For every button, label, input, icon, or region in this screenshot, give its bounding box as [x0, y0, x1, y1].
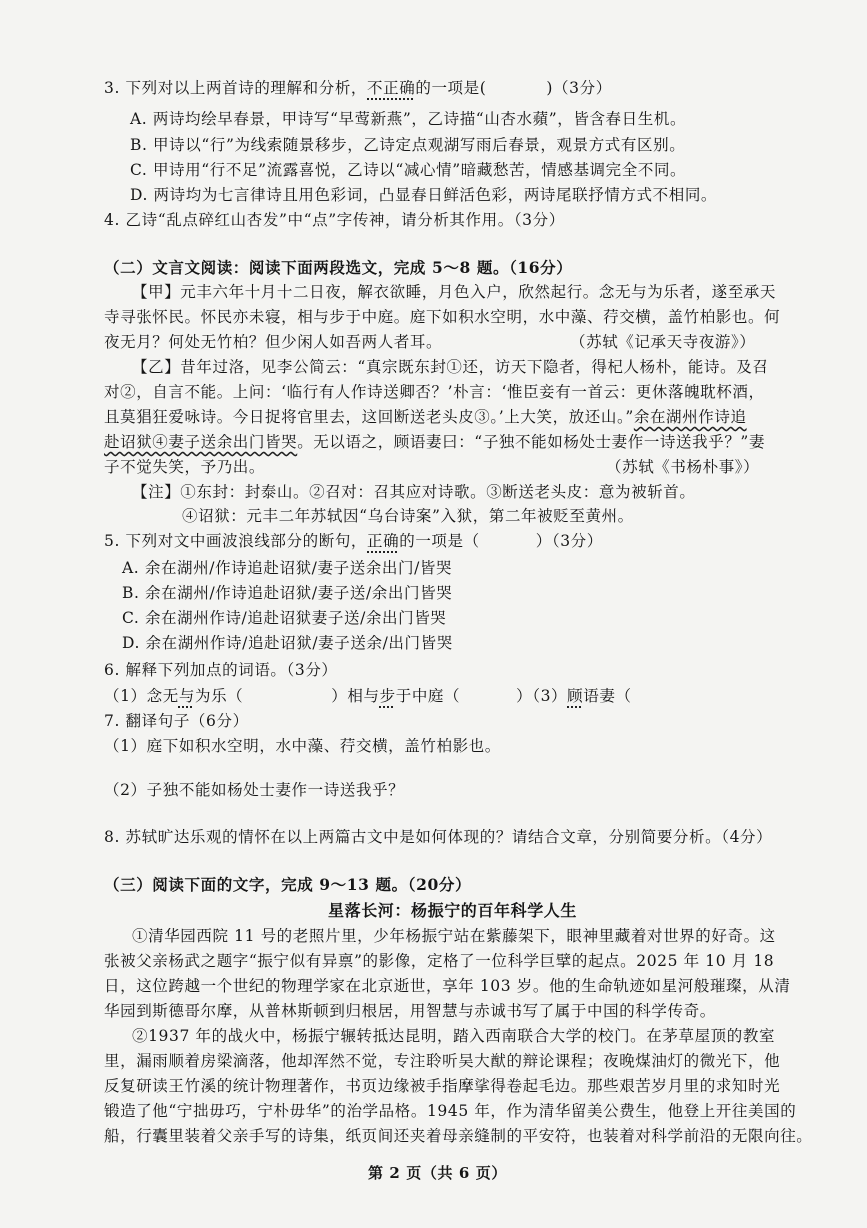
q3-stem: [104, 77, 612, 99]
article-p1-line-3: 日，这位跨越一个世纪的物理学家在北京逝世，享年 103 岁。他的生命轨迹如星河般璀璨，从清: [104, 977, 791, 995]
yi-line-1: 【乙】昔年过洛，见李公简云：“真宗既东封①还，访天下隐者，得杞人杨朴，能诗。及召: [132, 358, 769, 376]
jia-source: （苏轼《记承天寺夜游》）: [570, 333, 756, 351]
q5-stem: [104, 530, 603, 552]
note-line-1: 【注】①东封：封泰山。②召对：召其应对诗歌。③断送老头皮：意为被斩首。: [132, 483, 696, 501]
q7-sentence-2: （2）子独不能如杨处士妻作一诗送我乎？: [104, 781, 405, 799]
yi-line-2: 对②，自言不能。上问：‘临行有人作诗送卿否？’朴言：‘惟臣妾有一首云：更休落魄耽杯酒，: [104, 383, 765, 401]
q6-item1-text: （1）念无: [104, 687, 179, 705]
q6-items: [104, 685, 632, 707]
q3-stem-score: )（3分）: [546, 79, 612, 97]
article-p1-line-2: 张被父亲杨武之题字“振宁似有异禀”的影像，定格了一位科学巨擘的起点。2025 年 10 月 18: [104, 952, 775, 970]
q7-stem: 7. 翻译句子（6分）: [104, 712, 249, 730]
yi-wavy-segment-1: 余在湖州作诗追: [633, 408, 747, 426]
yi-wavy-segment-2: 赴诏狱④妻子送余出门皆哭: [104, 433, 298, 451]
yi-line-3-text: 且莫猖狂爱咏诗。今日捉将官里去，这回断送老头皮③。’上大笑，放还山。”: [104, 408, 634, 426]
q3-option-b: B. 甲诗以“行”为线索随景移步，乙诗定点观湖写雨后春景，观景方式有区别。: [130, 136, 686, 154]
q5-option-c: C. 余在湖州作诗/追赴诏狱妻子送/余出门皆哭: [122, 609, 447, 627]
yi-line-4: [104, 431, 765, 453]
section2-heading: （二）文言文阅读：阅读下面两段选文，完成 5～8 题。（16分）: [104, 258, 573, 277]
article-p1-line-4: 华园到斯德哥尔摩，从普林斯顿到归根居，用智慧与赤诚书写了属于中国的科学传奇。: [104, 1002, 716, 1020]
q6-item2-text-2: 于中庭（: [395, 687, 461, 705]
yi-source: （苏轼《书杨朴事》）: [606, 458, 760, 476]
q4-stem: 4. 乙诗“乱点碎红山杏发”中“点”字传神，请分析其作用。（3分）: [104, 211, 565, 229]
q7-sentence-1: （1）庭下如积水空明，水中藻、荇交横，盖竹柏影也。: [104, 737, 501, 755]
article-p2-line-2: 里，漏雨顺着房梁滴落，他却浑然不觉，专注聆听吴大猷的辩论课程；夜晚煤油灯的微光下，他: [104, 1052, 781, 1070]
yi-line-3: [104, 406, 747, 428]
jia-line-1: 【甲】元丰六年十月十二日夜，解衣欲睡，月色入户，欣然起行。念无与为乐者，遂至承天: [132, 283, 777, 301]
page-number-footer: 第 2 页（共 6 页）: [368, 1164, 507, 1182]
section3-heading: （三）阅读下面的文字，完成 9～13 题。（20分）: [104, 875, 472, 894]
q6-item1-dotted-word: 与: [178, 687, 195, 705]
q3-option-c: C. 甲诗用“行不足”流露喜悦，乙诗以“减心情”暗藏愁苦，情感基调完全不同。: [130, 161, 687, 179]
article-title: 星落长河：杨振宁的百年科学人生: [328, 901, 578, 920]
q5-option-d: D. 余在湖州作诗/追赴诏狱/妻子送余/出门皆哭: [122, 634, 453, 652]
q3-option-d: D. 两诗均为七言律诗且用色彩词，凸显春日鲜活色彩，两诗尾联抒情方式不相同。: [130, 186, 718, 204]
article-p2-line-3: 反复研读王竹溪的统计物理著作，书页边缘被手指摩挲得卷起毛边。那些艰苦岁月里的求知时光: [104, 1077, 781, 1095]
article-p2-line-5: 船，行囊里装着父亲手写的诗集，纸页间还夹着母亲缝制的平安符，也装着对科学前沿的无限向往。: [104, 1127, 813, 1145]
article-p2-line-4: 锻造了他“宁拙毋巧，宁朴毋华”的治学品格。1945 年，作为清华留美公费生，他登上开往美国的: [104, 1102, 797, 1120]
q5-stem-score: ）（3分）: [535, 532, 603, 550]
q6-item3-text: ）（3）: [516, 687, 568, 705]
q6-item1-text-2: 为乐（: [194, 687, 244, 705]
q6-item3-dotted-word: 顾: [567, 687, 584, 705]
note-line-2: ④诏狱：元丰二年苏轼因“乌台诗案”入狱，第二年被贬至黄州。: [182, 507, 634, 525]
q3-stem-text-2: 的一项是(: [415, 79, 487, 97]
jia-line-3: 夜无月？何处无竹柏？但少闲人如吾两人者耳。: [104, 333, 443, 351]
q6-item2-text: ）相与: [331, 687, 380, 705]
q8-stem: 8. 苏轼旷达乐观的情怀在以上两篇古文中是如何体现的？请结合文章，分别简要分析。（4分）: [104, 828, 773, 846]
yi-line-4-text: 。无以语之，顾语妻曰：“子独不能如杨处士妻作一诗送我乎？”妻: [297, 433, 766, 451]
q3-stem-text: 3. 下列对以上两首诗的理解和分析，: [104, 79, 368, 97]
q5-option-a: A. 余在湖州/作诗追赴诏狱/妻子送余出门/皆哭: [122, 559, 453, 577]
q6-stem: 6. 解释下列加点的词语。（3分）: [104, 661, 338, 679]
q5-stem-text: 5. 下列对文中画波浪线部分的断句，: [104, 532, 368, 550]
q5-option-b: B. 余在湖州/作诗追赴诏狱/妻子送/余出门皆哭: [122, 584, 453, 602]
q5-stem-emphasis: 正确: [367, 532, 400, 550]
yi-line-5: 子不觉失笑，予乃出。: [104, 458, 266, 476]
q6-item3-text-2: 语妻（: [583, 687, 632, 705]
jia-line-2: 寺寻张怀民。怀民亦未寝，相与步于中庭。庭下如积水空明，水中藻、荇交横，盖竹柏影也。何: [104, 308, 781, 326]
q3-stem-emphasis: 不正确: [367, 79, 416, 97]
article-p2-line-1: ②1937 年的战火中，杨振宁辗转抵达昆明，踏入西南联合大学的校门。在茅草屋顶的教室: [132, 1027, 776, 1045]
article-p1-line-1: ①清华园西院 11 号的老照片里，少年杨振宁站在紫藤架下，眼神里藏着对世界的好奇。这: [132, 927, 776, 945]
q6-item2-dotted-word: 步: [379, 687, 396, 705]
q5-stem-text-2: 的一项是（: [399, 532, 480, 550]
q3-option-a: A. 两诗均绘早春景，甲诗写“早莺新燕”，乙诗描“山杏水蘋”，皆含春日生机。: [130, 110, 687, 128]
